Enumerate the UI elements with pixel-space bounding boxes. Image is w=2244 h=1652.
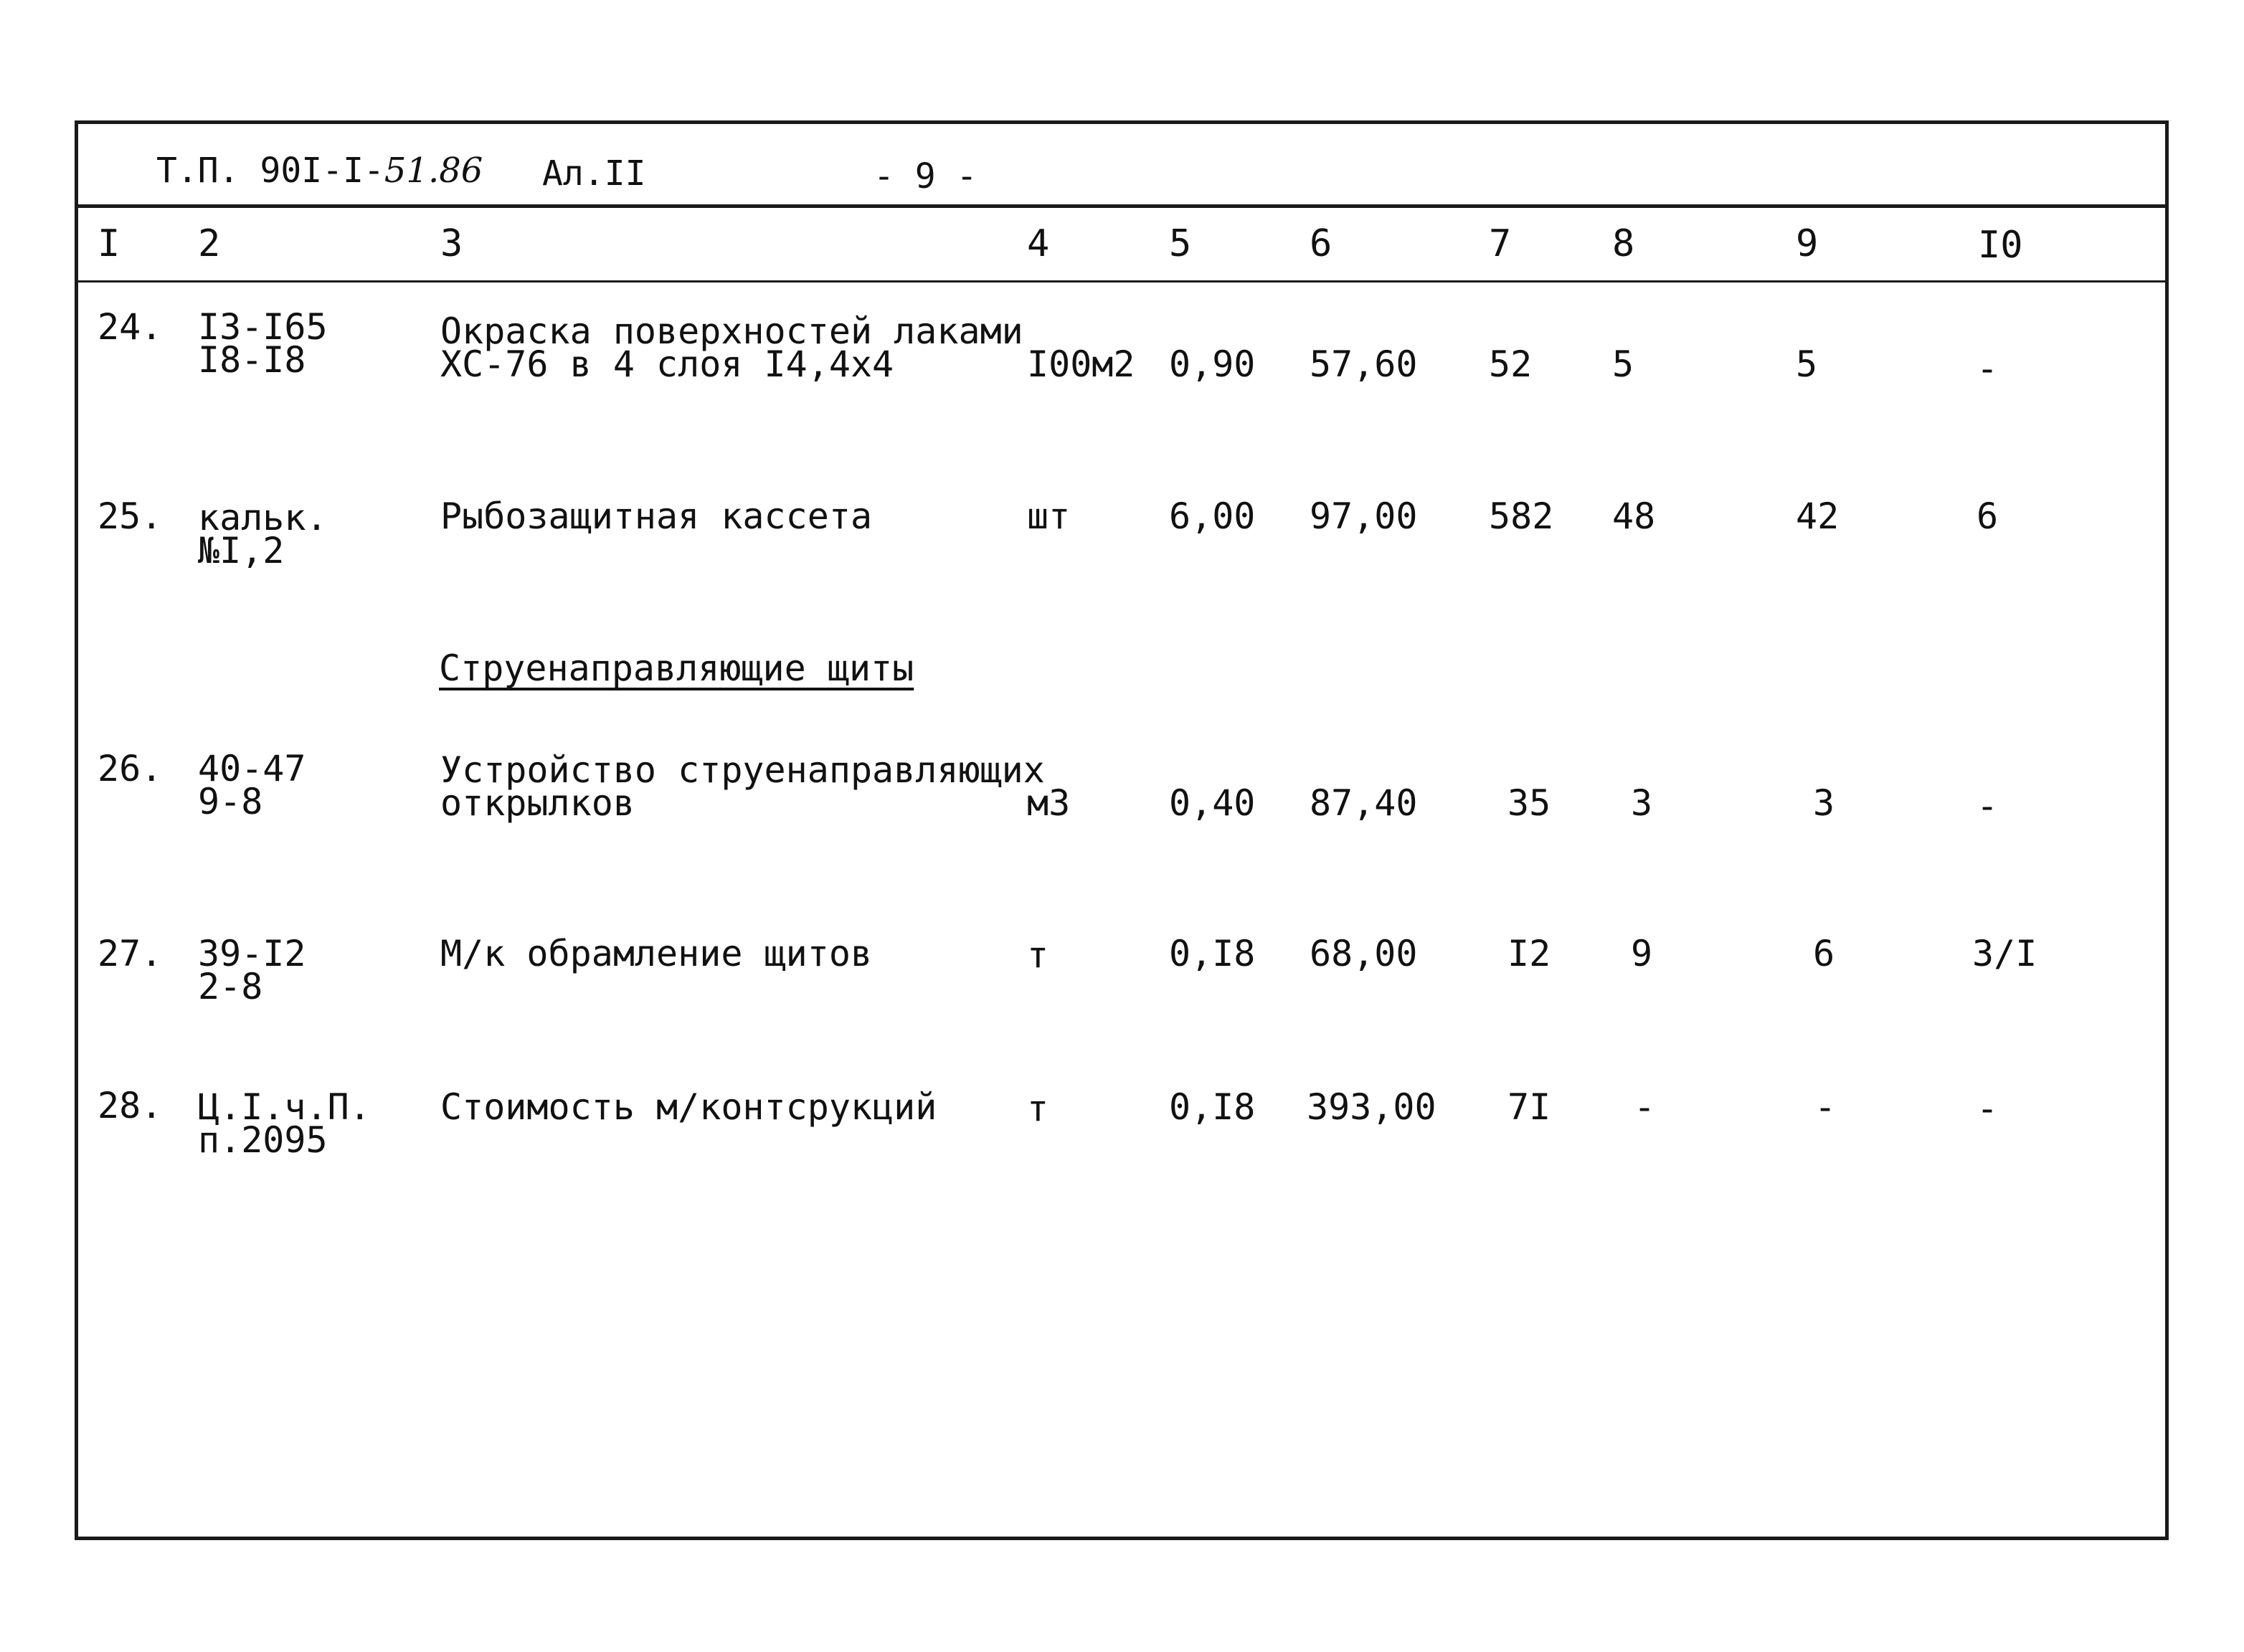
section-heading: Струенаправляющие щиты xyxy=(439,647,914,689)
row-27-total: I2 xyxy=(1507,933,1551,974)
page-frame xyxy=(75,120,2169,1540)
column-header-2: 2 xyxy=(198,222,221,265)
row-25-number: 25. xyxy=(98,495,163,537)
column-header-3: 3 xyxy=(440,222,463,265)
row-28-price: 393,00 xyxy=(1307,1086,1436,1128)
row-24-code-1: I3-I65 xyxy=(198,306,328,348)
row-27-col10: 3/I xyxy=(1972,933,2037,974)
album-label: Ал.II xyxy=(542,153,646,194)
column-header-8: 8 xyxy=(1612,222,1635,265)
row-24-price: 57,60 xyxy=(1310,343,1418,385)
row-24-col8: 5 xyxy=(1612,343,1634,385)
row-25-price: 97,00 xyxy=(1310,495,1418,537)
column-header-5: 5 xyxy=(1169,222,1192,265)
row-24-unit: I00м2 xyxy=(1027,343,1135,385)
row-27-col8: 9 xyxy=(1631,933,1653,974)
row-26-total: 35 xyxy=(1507,782,1551,824)
row-24-col9: 5 xyxy=(1796,343,1818,385)
row-25-desc-1: Рыбозащитная кассета xyxy=(440,495,873,537)
row-26-col9: 3 xyxy=(1813,782,1835,824)
column-header-1: I xyxy=(98,222,120,265)
row-24-quantity: 0,90 xyxy=(1169,343,1256,385)
row-27-code-1: 39-I2 xyxy=(198,933,306,974)
row-28-code-2: п.2095 xyxy=(198,1119,328,1161)
row-27-price: 68,00 xyxy=(1310,933,1418,974)
row-26-unit: м3 xyxy=(1027,782,1071,824)
column-header-9: 9 xyxy=(1796,222,1819,265)
row-27-code-2: 2-8 xyxy=(198,966,263,1007)
row-28-col9: - xyxy=(1814,1086,1837,1128)
row-28-desc-1: Стоимость м/контсрукций xyxy=(440,1086,937,1128)
row-25-unit: шт xyxy=(1027,495,1071,537)
doc-code-prefix: Т.П. 90I-I- xyxy=(156,151,384,191)
row-26-desc-1: Устройство струенаправляющих xyxy=(440,749,1045,791)
row-27-unit: т xyxy=(1027,934,1049,976)
column-header-10: I0 xyxy=(1978,224,2023,267)
row-25-quantity: 6,00 xyxy=(1169,495,1256,537)
row-27-col9: 6 xyxy=(1813,933,1835,974)
row-24-desc-2: ХС-76 в 4 слоя I4,4х4 xyxy=(440,343,894,385)
row-26-price: 87,40 xyxy=(1310,782,1418,824)
column-header-6: 6 xyxy=(1310,222,1332,265)
row-24-total: 52 xyxy=(1489,343,1533,385)
row-26-quantity: 0,40 xyxy=(1169,782,1256,824)
row-26-number: 26. xyxy=(98,748,163,789)
row-24-code-2: I8-I8 xyxy=(198,339,306,381)
row-25-col8: 48 xyxy=(1612,495,1656,537)
row-26-code-2: 9-8 xyxy=(198,781,263,822)
row-25-code-1: кальк. xyxy=(198,497,328,538)
row-26-col8: 3 xyxy=(1631,782,1653,824)
row-28-unit: т xyxy=(1027,1088,1049,1129)
column-header-rule xyxy=(78,280,2165,283)
row-28-code-1: Ц.I.ч.П. xyxy=(198,1086,371,1128)
doc-code-suffix: 51.86 xyxy=(384,151,483,191)
row-25-col10: 6 xyxy=(1976,495,1999,537)
row-28-quantity: 0,I8 xyxy=(1169,1086,1256,1128)
row-25-code-2: №I,2 xyxy=(198,530,285,571)
row-25-total: 582 xyxy=(1489,495,1554,537)
row-26-desc-2: открылков xyxy=(440,782,635,824)
row-28-total: 7I xyxy=(1507,1086,1551,1128)
row-24-desc-1: Окраска поверхностей лаками xyxy=(440,310,1023,352)
column-header-4: 4 xyxy=(1027,222,1050,265)
column-header-7: 7 xyxy=(1489,222,1512,265)
row-26-col10: - xyxy=(1976,785,1999,827)
page-number: - 9 - xyxy=(874,156,977,196)
row-27-number: 27. xyxy=(98,933,163,974)
row-24-col10: - xyxy=(1976,348,1999,389)
row-26-code-1: 40-47 xyxy=(198,748,306,789)
row-28-col10: - xyxy=(1976,1088,1999,1129)
doc-code xyxy=(156,151,483,191)
row-28-col8: - xyxy=(1634,1086,1656,1128)
row-27-quantity: 0,I8 xyxy=(1169,933,1256,974)
row-25-col9: 42 xyxy=(1796,495,1840,537)
row-28-number: 28. xyxy=(98,1085,163,1126)
row-27-desc-1: М/к обрамление щитов xyxy=(440,933,873,974)
header-rule xyxy=(78,204,2165,208)
row-24-number: 24. xyxy=(98,306,163,348)
